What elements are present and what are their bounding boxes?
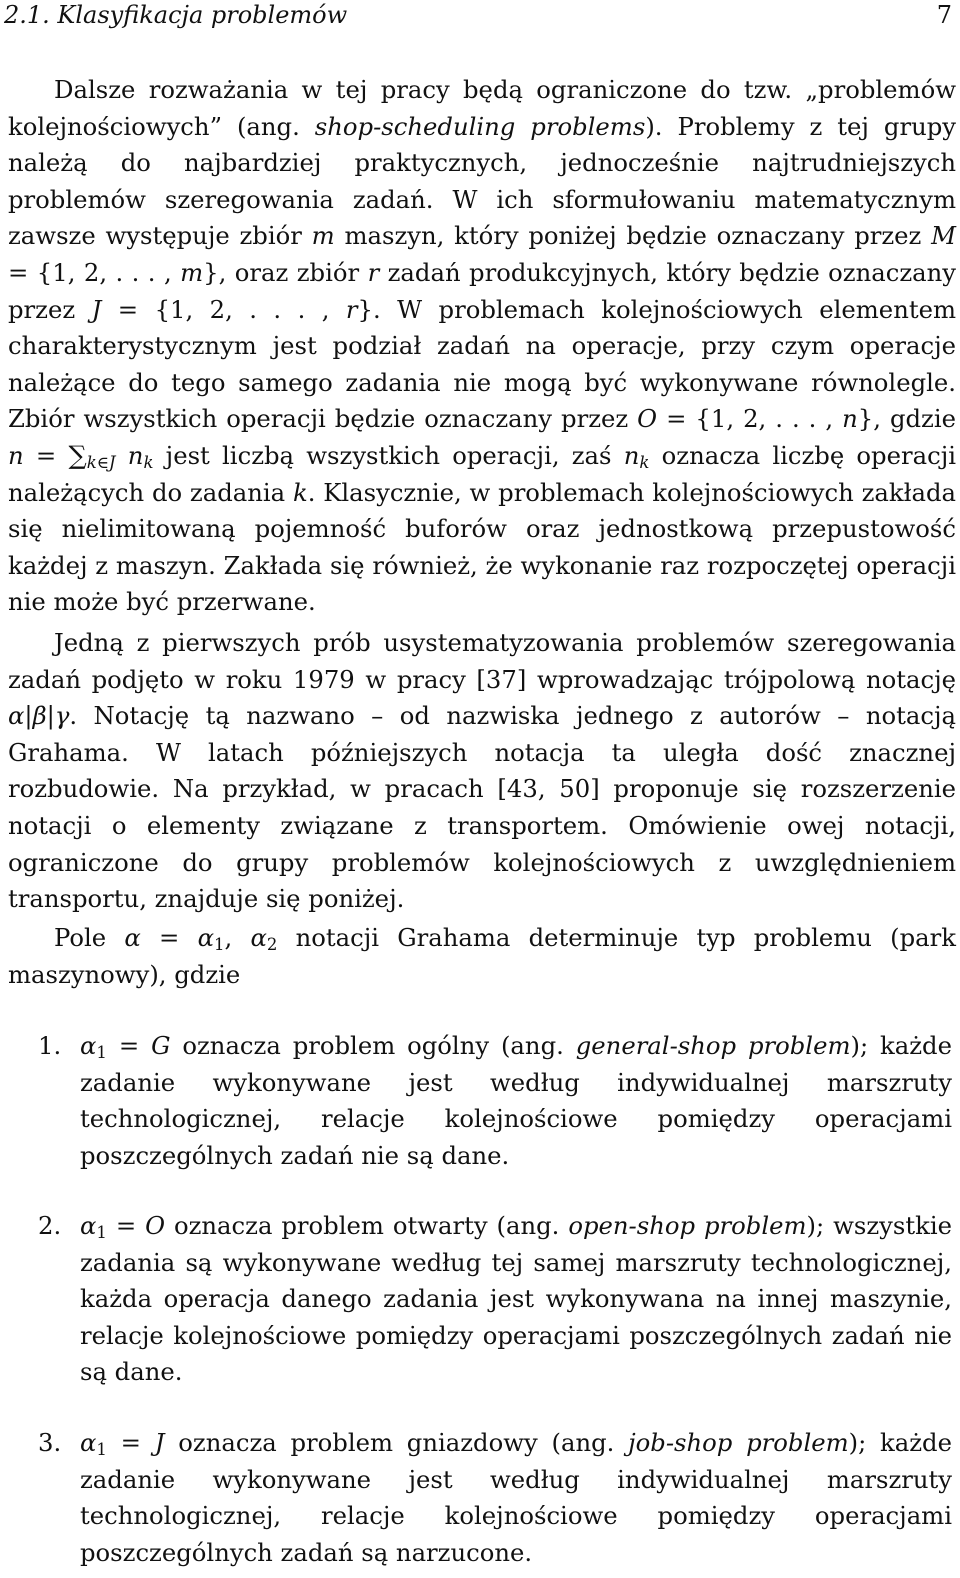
math-symbol: J <box>154 1428 165 1457</box>
math-subscript: k <box>639 453 650 473</box>
text-run: }. W problemach kolejnościowych elementem charakterystycznym jest podział zadań na operacje, przy czym operacje należące do tego samego zadania nie mogą być wykonywane równolegle. Zbiór wszystkich operacji będzie oznaczany przez <box>8 294 957 434</box>
text-run: = {1, 2, . . . , <box>657 404 843 434</box>
math-symbol: n <box>623 440 640 470</box>
list-item-text <box>80 1425 952 1571</box>
page-number: 7 <box>936 1 952 29</box>
list-item-number: 3. <box>38 1428 62 1457</box>
math-symbol: k <box>292 477 308 507</box>
text-run: = {1, 2, . . . , <box>8 257 181 287</box>
list-item-text <box>80 1028 952 1174</box>
math-notation: α|β|γ <box>8 701 70 731</box>
text-run: ). Problemy z tej grupy należą do najbardziej praktycznych, jednocześnie najtrudniejszych problemów szeregowania zadań. W ich sformułowaniu matematycznym zawsze występuje zbiór <box>8 111 956 251</box>
paragraph <box>8 920 956 993</box>
paragraph <box>8 625 956 918</box>
text-run: = <box>106 1211 146 1240</box>
text-run: ); każde zadanie wykonywane jest według indywidualnej marszruty technologicznej, relacje kolejnościowe pomiędzy operacjami poszczególnych zadań nie są dane. <box>80 1031 952 1170</box>
math-symbol: M <box>931 221 956 251</box>
math-subscript: k <box>143 453 154 473</box>
math-symbol: J <box>91 294 102 324</box>
math-symbol: m <box>311 221 335 251</box>
text-run: , <box>224 923 251 952</box>
text-run: jest liczbą wszystkich operacji, zaś <box>153 440 624 470</box>
math-subscript: 2 <box>266 935 278 955</box>
math-symbol: α <box>80 1211 97 1240</box>
math-subscript: 1 <box>96 1223 107 1243</box>
math-symbol: O <box>145 1211 166 1240</box>
english-term: job-shop problem <box>628 1428 849 1457</box>
paragraph <box>8 72 956 621</box>
list-item-text <box>80 1208 952 1391</box>
text-run: Dalsze rozważania w tej pracy będą ograniczone do tzw. „problemów kolejnościowych” (ang. <box>8 75 956 141</box>
running-header <box>4 0 952 30</box>
text-run: = <box>23 440 69 470</box>
section-title: 2.1. Klasyfikacja problemów <box>4 1 348 29</box>
math-symbol: r <box>367 257 380 287</box>
math-subscript: k∈J <box>86 453 116 473</box>
text-run: oznacza liczbę operacji należących do zadania <box>8 440 956 507</box>
math-subscript: 1 <box>96 1440 107 1460</box>
math-symbol: α <box>80 1428 97 1457</box>
math-symbol: n <box>842 404 858 434</box>
text-run: zadań produkcyjnych, który będzie oznaczany przez <box>8 257 956 324</box>
text-run: = {1, 2, . . . , <box>101 294 346 324</box>
math-symbol: α <box>80 1031 97 1060</box>
text-run: }, oraz zbiór <box>203 257 368 287</box>
text-run: notacji Grahama determinuje typ problemu (park maszynowy), gdzie <box>8 923 957 989</box>
text-run: = <box>140 923 198 952</box>
text-run: }, gdzie <box>857 404 956 434</box>
sum-symbol: ∑ <box>68 440 87 471</box>
text-run: oznacza problem otwarty (ang. <box>165 1211 569 1240</box>
math-symbol: m <box>180 257 204 287</box>
math-symbol: α <box>197 923 214 952</box>
text-run: Pole <box>54 923 125 952</box>
english-term: general-shop problem <box>575 1031 851 1060</box>
text-run: oznacza problem gniazdowy (ang. <box>164 1428 629 1457</box>
list-item-number: 1. <box>38 1031 62 1060</box>
math-symbol: G <box>151 1031 171 1060</box>
english-term: shop-scheduling problems <box>314 111 646 141</box>
math-symbol: n <box>127 440 144 470</box>
list-item-number: 2. <box>38 1211 62 1240</box>
math-subscript: 1 <box>213 935 225 955</box>
math-symbol: r <box>345 294 358 324</box>
text-run: Jedną z pierwszych prób usystematyzowania problemów szeregowania zadań podjęto w roku 1979 w pracy [37] wprowadzając trójpolową notację <box>8 628 956 694</box>
text-run: . Notację tą nazwano – od nazwiska jednego z autorów – notacją Grahama. W latach późniejszych notacja ta uległa dość znacznej rozbudowie. Na przykład, w pracach [43, 50] proponuje się rozszerzenie notacji o elementy związane z transportem. Omówienie owej notacji, ograniczone do grupy problemów kolejnościowych z uwzględnieniem transportu, znajduje się poniżej. <box>8 701 956 914</box>
english-term: open-shop problem <box>568 1211 807 1240</box>
math-symbol: n <box>8 440 24 470</box>
text-run: . Klasycznie, w problemach kolejnościowych zakłada się nielimitowaną pojemność buforów oraz jednostkową przepustowość każdej z maszyn. Zakłada się również, że wykonanie raz rozpoczętej operacji nie może być przerwane. <box>8 477 956 617</box>
text-run: ); każde zadanie wykonywane jest według indywidualnej marszruty technologicznej, relacje kolejnościowe pomiędzy operacjami poszczególnych zadań są narzucone. <box>80 1428 952 1567</box>
math-symbol: α <box>124 923 141 952</box>
math-symbol: O <box>637 404 658 434</box>
math-subscript: 1 <box>96 1043 107 1063</box>
text-run: maszyn, który poniżej będzie oznaczany przez <box>334 221 932 251</box>
text-run: ); wszystkie zadania są wykonywane według tej samej marszruty technologicznej, każda operacja danego zadania jest wykonywana na innej maszynie, relacje kolejnościowe pomiędzy operacjami poszczególnych zadań nie są dane. <box>80 1211 952 1387</box>
text-run: oznacza problem ogólny (ang. <box>170 1031 576 1060</box>
text-run: = <box>106 1031 152 1060</box>
text-run: = <box>106 1428 155 1457</box>
math-symbol: α <box>250 923 267 952</box>
